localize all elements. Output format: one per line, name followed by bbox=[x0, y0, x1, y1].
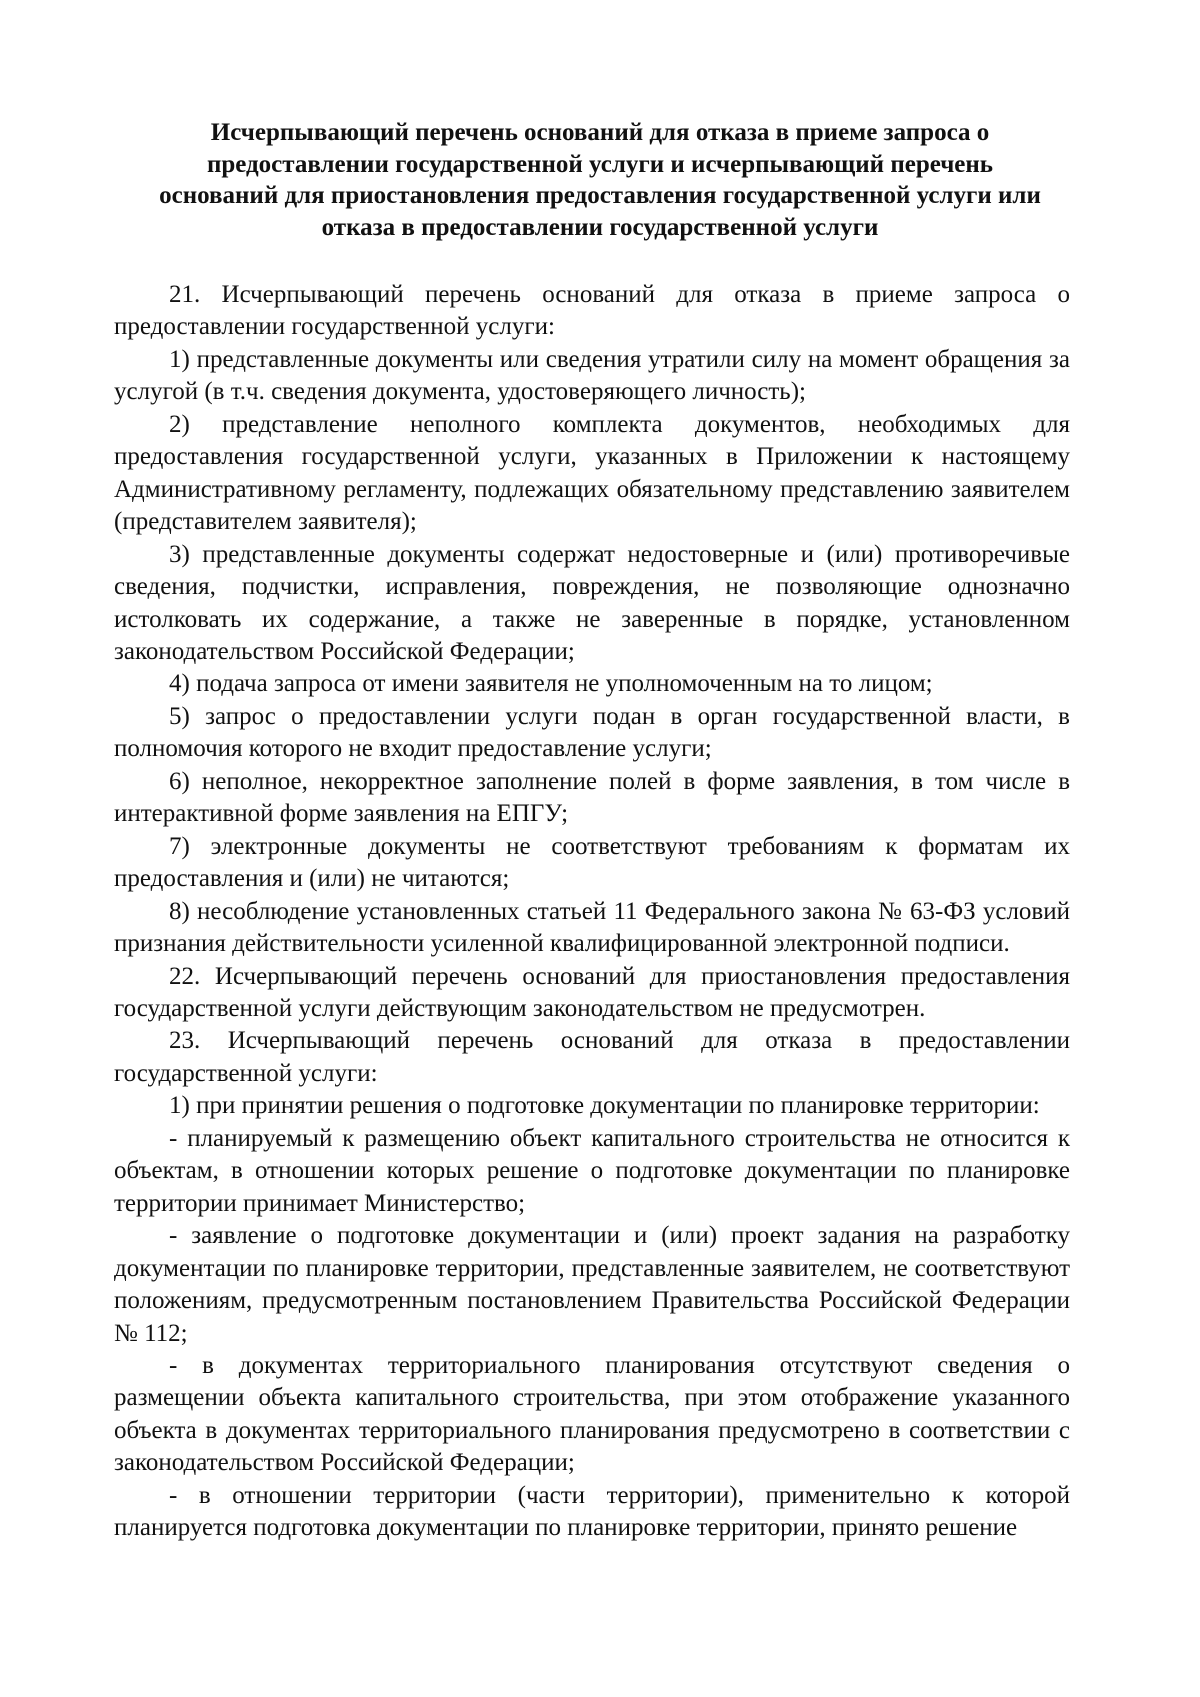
document-body bbox=[114, 279, 1070, 1545]
list-item: 1) представленные документы или сведения утратили силу на момент обращения за услугой (в т.ч. сведения документа, удостоверяющего личность); bbox=[114, 345, 1070, 406]
list-item: 2) представление неполного комплекта документов, необходимых для предоставления государственной услуги, указанных в Приложении к настоящему Административному регламенту, подлежащих обязательному представлению заявителем (представителем заявителя); bbox=[114, 410, 1070, 536]
list-item: 4) подача запроса от имени заявителя не уполномоченным на то лицом; bbox=[169, 670, 933, 698]
list-item: - в отношении территории (части территории), применительно к которой планируется подготовка документации по планировке территории, принято решение bbox=[114, 1481, 1070, 1542]
paragraph-21: 21. Исчерпывающий перечень оснований для отказа в приеме запроса о предоставлении государственной услуги: bbox=[114, 281, 1070, 341]
list-item: 7) электронные документы не соответствуют требованиям к форматам их предоставления и (или) не читаются; bbox=[114, 832, 1070, 893]
document-heading bbox=[130, 117, 1070, 243]
heading-line: Исчерпывающий перечень оснований для отказа в приеме запроса о bbox=[210, 119, 990, 146]
list-item: 1) при принятии решения о подготовке документации по планировке территории: bbox=[169, 1092, 1040, 1120]
list-item: - заявление о подготовке документации и (или) проект задания на разработку документации по планировке территории, представленные заявителем, не соответствуют положениям, предусмотренным постановлением Правительства Российской Федерации № 112; bbox=[114, 1222, 1070, 1347]
heading-line: отказа в предоставлении государственной услуги bbox=[321, 213, 879, 241]
paragraph-22: 22. Исчерпывающий перечень оснований для приостановления предоставления государственной услуги действующим законодательством не предусмотрен. bbox=[114, 962, 1070, 1022]
list-item: 8) несоблюдение установленных статьей 11 Федерального закона № 63-ФЗ условий признания действительности усиленной квалифицированной электронной подписи. bbox=[114, 897, 1070, 958]
list-item: 3) представленные документы содержат недостоверные и (или) противоречивые сведения, подчистки, исправления, повреждения, не позволяющие однозначно истолковать их содержание, а также не заверенные в порядке, установленном законодательством Российской Федерации; bbox=[114, 540, 1070, 665]
list-item: 5) запрос о предоставлении услуги подан в орган государственной власти, в полномочия которого не входит предоставление услуги; bbox=[114, 702, 1070, 763]
list-item: - в документах территориального планирования отсутствуют сведения о размещении объекта капитального строительства, при этом отображение указанного объекта в документах территориального планирования предусмотрено в соответствии с законодательством Российской Федерации; bbox=[114, 1351, 1070, 1477]
list-item: - планируемый к размещению объект капитального строительства не относится к объектам, в отношении которых решение о подготовке документации по планировке территории принимает Министерство; bbox=[114, 1124, 1070, 1217]
heading-line: оснований для приостановления предоставления государственной услуги или bbox=[159, 182, 1041, 209]
list-item: 6) неполное, некорректное заполнение полей в форме заявления, в том числе в интерактивной форме заявления на ЕПГУ; bbox=[114, 767, 1070, 828]
heading-line: предоставлении государственной услуги и исчерпывающий перечень bbox=[206, 150, 994, 178]
paragraph-23: 23. Исчерпывающий перечень оснований для отказа в предоставлении государственной услуги: bbox=[114, 1027, 1070, 1087]
